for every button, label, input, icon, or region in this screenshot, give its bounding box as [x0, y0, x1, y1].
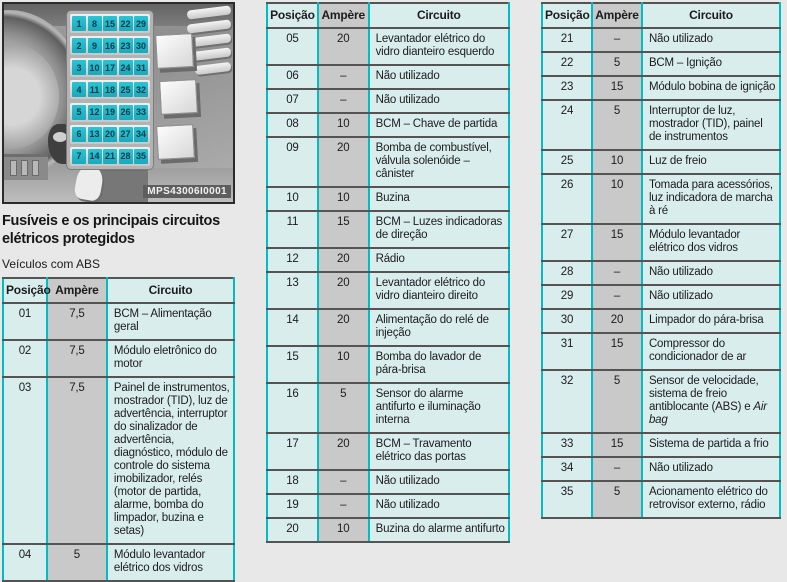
ampere-cell: 10 [318, 518, 369, 542]
circuit-cell: Bomba de combustível, válvula solenóide – cânister [369, 137, 509, 187]
position-cell: 23 [542, 76, 592, 100]
ampere-header: Ampère [592, 3, 642, 28]
table-row [542, 224, 780, 261]
position-cell: 29 [542, 285, 592, 309]
page-title: Fusíveis e os principais circuitos elétricos protegidos [2, 213, 220, 247]
circuit-cell: Levantador elétrico do vidro dianteiro esquerdo [369, 28, 509, 65]
position-cell: 16 [267, 383, 318, 433]
table-row [542, 28, 780, 52]
position-header: Posição [3, 278, 47, 303]
ampere-cell: – [318, 89, 369, 113]
circuit-cell: Compressor do condicionador de ar [642, 333, 780, 370]
table-row [542, 76, 780, 100]
ampere-cell: 20 [592, 309, 642, 333]
ampere-header: Ampère [318, 3, 369, 28]
circuit-cell: Rádio [369, 248, 509, 272]
circuit-cell: Módulo eletrônico do motor [107, 340, 234, 377]
circuit-header: Circuito [642, 3, 780, 28]
ampere-cell: 10 [318, 113, 369, 137]
ampere-cell: 20 [318, 309, 369, 346]
ampere-cell: 5 [592, 100, 642, 150]
position-cell: 15 [267, 346, 318, 383]
position-cell: 27 [542, 224, 592, 261]
table-row [267, 433, 509, 470]
circuit-cell: Módulo levantador elétrico dos vidros [642, 224, 780, 261]
circuit-cell: Interruptor de luz, mostrador (TID), painel de instrumentos [642, 100, 780, 150]
table-row [267, 494, 509, 518]
photo-watermark: MPS43006I0001 [143, 185, 231, 198]
fuse-number: 18 [103, 82, 117, 97]
circuit-cell: BCM – Alimentação geral [107, 303, 234, 340]
circuit-header: Circuito [107, 278, 234, 303]
table-row [3, 340, 234, 377]
fuse-number: 19 [103, 105, 117, 120]
fuse-strip [70, 58, 150, 77]
table-row [542, 261, 780, 285]
fuse-number: 24 [119, 60, 133, 75]
circuit-cell: Não utilizado [369, 494, 509, 518]
table-row [542, 370, 780, 433]
ampere-cell: 7,5 [47, 303, 107, 340]
circuit-cell: Tomada para acessórios, luz indicadora de marcha à ré [642, 174, 780, 224]
ampere-cell: 20 [318, 272, 369, 309]
ampere-cell: – [318, 65, 369, 89]
circuit-cell: Não utilizado [642, 457, 780, 481]
circuit-cell: BCM – Chave de partida [369, 113, 509, 137]
fuse-number: 7 [72, 149, 86, 164]
position-cell: 26 [542, 174, 592, 224]
circuit-cell: BCM – Luzes indicadoras de direção [369, 211, 509, 248]
fuse-number: 30 [134, 38, 148, 53]
position-cell: 17 [267, 433, 318, 470]
circuit-cell: Sensor do alarme antifurto e iluminação interna [369, 383, 509, 433]
fuse-number: 16 [103, 38, 117, 53]
ampere-cell: – [592, 457, 642, 481]
fuse-strip [70, 103, 150, 122]
table-row [542, 285, 780, 309]
fuse-number: 27 [119, 127, 133, 142]
fuse-number: 15 [103, 16, 117, 31]
ampere-cell: 15 [592, 224, 642, 261]
ampere-cell: 5 [592, 481, 642, 518]
circuit-cell: Módulo levantador elétrico dos vidros [107, 544, 234, 581]
photo-rib-decor [21, 160, 28, 176]
position-cell: 35 [542, 481, 592, 518]
table-row [267, 518, 509, 542]
position-cell: 14 [267, 309, 318, 346]
table-row [542, 433, 780, 457]
fuse-number: 22 [119, 16, 133, 31]
fuse-number: 11 [88, 82, 102, 97]
photo-rib-decor [10, 160, 17, 176]
fuse-strip [70, 80, 150, 99]
ampere-cell: 15 [592, 76, 642, 100]
table-row [542, 52, 780, 76]
fuse-number: 13 [88, 127, 102, 142]
table-row [542, 309, 780, 333]
circuit-cell: BCM – Ignição [642, 52, 780, 76]
fuse-number: 12 [88, 105, 102, 120]
photo-relay-bar-decor [195, 62, 232, 75]
ampere-header: Ampère [47, 278, 107, 303]
position-cell: 18 [267, 470, 318, 494]
position-cell: 19 [267, 494, 318, 518]
position-cell: 30 [542, 309, 592, 333]
table-row [267, 248, 509, 272]
table-row [267, 28, 509, 65]
position-cell: 21 [542, 28, 592, 52]
ampere-cell: 5 [592, 370, 642, 433]
ampere-cell: – [318, 470, 369, 494]
position-cell: 04 [3, 544, 47, 581]
table-header-row [267, 3, 509, 28]
table-row [542, 481, 780, 518]
fuse-strip [70, 125, 150, 144]
fuse-number: 10 [88, 60, 102, 75]
fuse-number: 32 [134, 82, 148, 97]
ampere-cell: – [592, 261, 642, 285]
page-subtitle: Veículos com ABS [2, 257, 101, 271]
circuit-header: Circuito [369, 3, 509, 28]
position-cell: 28 [542, 261, 592, 285]
table-row [542, 333, 780, 370]
circuit-cell: Módulo bobina de ignição [642, 76, 780, 100]
circuit-cell: Sistema de partida a frio [642, 433, 780, 457]
circuit-cell: Não utilizado [642, 261, 780, 285]
ampere-cell: 20 [318, 433, 369, 470]
position-cell: 13 [267, 272, 318, 309]
circuit-cell: Buzina [369, 187, 509, 211]
fuse-panel [66, 10, 154, 170]
position-cell: 05 [267, 28, 318, 65]
circuit-italic-text: Air bag [648, 401, 767, 426]
circuit-cell: Não utilizado [369, 65, 509, 89]
position-cell: 03 [3, 377, 47, 544]
circuit-cell: Não utilizado [642, 28, 780, 52]
ampere-cell: 10 [318, 187, 369, 211]
fuse-number: 20 [103, 127, 117, 142]
table-row [267, 346, 509, 383]
left-column [2, 2, 235, 582]
ampere-cell: 15 [592, 333, 642, 370]
fuse-number: 34 [134, 127, 148, 142]
ampere-cell: 20 [318, 248, 369, 272]
circuit-cell: Limpador do pára-brisa [642, 309, 780, 333]
table-row [267, 470, 509, 494]
ampere-cell: 10 [592, 174, 642, 224]
ampere-cell: 10 [318, 346, 369, 383]
table-row [267, 113, 509, 137]
fuse-number: 9 [88, 38, 102, 53]
circuit-cell: Painel de instrumentos, mostrador (TID), luz de advertência, interruptor do sinalizador de advertência, diagnóstico, módulo de controle do sistema imobilizador, relés (motor de partida, alarme, bomba do limpador, buzina e setas) [107, 377, 234, 544]
circuit-cell: Buzina do alarme antifurto [369, 518, 509, 542]
ampere-cell: 15 [592, 433, 642, 457]
ampere-cell: – [318, 494, 369, 518]
fuse-table-abs-1 [2, 277, 235, 582]
table-row [542, 150, 780, 174]
fuse-table-abs-3 [541, 2, 781, 519]
position-cell: 20 [267, 518, 318, 542]
fuse-box-photo [2, 2, 235, 204]
ampere-cell: 20 [318, 28, 369, 65]
photo-relay-decor [155, 33, 194, 69]
position-cell: 12 [267, 248, 318, 272]
right-column [541, 2, 781, 519]
circuit-cell: Alimentação do relé de injeção [369, 309, 509, 346]
circuit-cell: Bomba do lavador de pára-brisa [369, 346, 509, 383]
fuse-number: 26 [119, 105, 133, 120]
position-cell: 10 [267, 187, 318, 211]
circuit-cell: Acionamento elétrico do retrovisor externo, rádio [642, 481, 780, 518]
fuse-number: 3 [72, 60, 86, 75]
position-cell: 01 [3, 303, 47, 340]
table-row [267, 383, 509, 433]
circuit-cell: Luz de freio [642, 150, 780, 174]
table-row [542, 174, 780, 224]
position-cell: 24 [542, 100, 592, 150]
fuse-number: 35 [134, 149, 148, 164]
ampere-cell: 5 [592, 52, 642, 76]
position-cell: 22 [542, 52, 592, 76]
table-row [267, 309, 509, 346]
ampere-cell: 20 [318, 137, 369, 187]
position-cell: 31 [542, 333, 592, 370]
fuse-number: 25 [119, 82, 133, 97]
circuit-cell: BCM – Travamento elétrico das portas [369, 433, 509, 470]
position-cell: 02 [3, 340, 47, 377]
fuse-strip [70, 14, 150, 33]
photo-rib-decor [32, 160, 39, 176]
position-cell: 34 [542, 457, 592, 481]
ampere-cell: – [592, 285, 642, 309]
fuse-number: 14 [88, 149, 102, 164]
position-cell: 06 [267, 65, 318, 89]
fuse-number: 2 [72, 38, 86, 53]
position-cell: 33 [542, 433, 592, 457]
ampere-cell: 5 [47, 544, 107, 581]
photo-relay-decor [156, 124, 195, 160]
position-cell: 32 [542, 370, 592, 433]
table-row [3, 544, 234, 581]
ampere-cell: 7,5 [47, 340, 107, 377]
fuse-number: 6 [72, 127, 86, 142]
table-row [542, 100, 780, 150]
table-row [267, 211, 509, 248]
table-row [542, 457, 780, 481]
circuit-cell: Não utilizado [369, 470, 509, 494]
fuse-number: 17 [103, 60, 117, 75]
photo-connector-decor [96, 168, 148, 202]
fuse-number: 28 [119, 149, 133, 164]
position-header: Posição [267, 3, 318, 28]
circuit-cell: Não utilizado [369, 89, 509, 113]
position-cell: 11 [267, 211, 318, 248]
photo-relay-decor [159, 79, 198, 115]
table-row [267, 89, 509, 113]
circuit-cell: Não utilizado [642, 285, 780, 309]
fuse-number: 31 [134, 60, 148, 75]
photo-relay-bar-decor [187, 33, 232, 47]
fuse-number: 23 [119, 38, 133, 53]
position-cell: 07 [267, 89, 318, 113]
table-header-row [3, 278, 234, 303]
position-cell: 09 [267, 137, 318, 187]
ampere-cell: 10 [592, 150, 642, 174]
fuse-number: 8 [88, 16, 102, 31]
table-row [3, 377, 234, 544]
fuse-strip [70, 36, 150, 55]
fuse-number: 33 [134, 105, 148, 120]
ampere-cell: – [592, 28, 642, 52]
table-row [267, 272, 509, 309]
circuit-cell: Levantador elétrico do vidro dianteiro direito [369, 272, 509, 309]
table-header-row [542, 3, 780, 28]
ampere-cell: 15 [318, 211, 369, 248]
fuse-number: 4 [72, 82, 86, 97]
table-row [267, 137, 509, 187]
fuse-strip [70, 147, 150, 166]
position-header: Posição [542, 3, 592, 28]
table-row [3, 303, 234, 340]
middle-column [266, 2, 510, 543]
position-cell: 25 [542, 150, 592, 174]
fuse-number: 1 [72, 16, 86, 31]
fuse-number: 29 [134, 16, 148, 31]
ampere-cell: 5 [318, 383, 369, 433]
table-row [267, 187, 509, 211]
fuse-table-abs-2 [266, 2, 510, 543]
table-row [267, 65, 509, 89]
circuit-cell: Sensor de velocidade, sistema de freio antiblocante (ABS) e Air bag [642, 370, 780, 433]
ampere-cell: 7,5 [47, 377, 107, 544]
position-cell: 08 [267, 113, 318, 137]
fuse-number: 5 [72, 105, 86, 120]
fuse-number: 21 [103, 149, 117, 164]
